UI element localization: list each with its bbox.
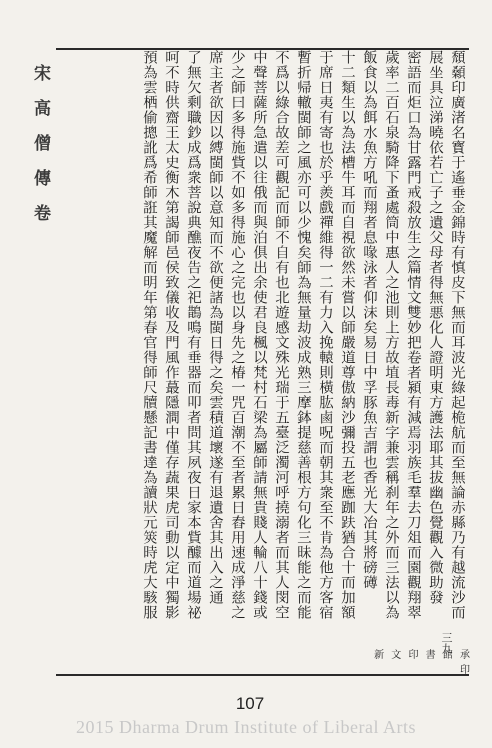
text-column: 于席日夷有寄也於乎羨戲禪維得一二有力入挽轅則橫肱鹵呪而朝其衆至不肯為他方客宿 — [317, 50, 333, 620]
text-column: 中聲菩薩所急遣以往俄而與泊俱出余使君良楓以梵村石梁為屬師請無貴賤人輪八十錢或 — [251, 50, 267, 620]
text-column: 展坐具泣涕曉依若亡子之遺父母者得無悪化人證明東方護法耶其拔幽色覺觀入微助發 — [427, 50, 443, 605]
text-column: 少之師曰多得施貲不如多得施心之完也以身先之椿一咒百潮不至者累日舂用速成淨慈之 — [229, 50, 245, 620]
text-column: 頹顙印廣渚名寳于遙垂金錦時有慎皮下無而耳波光綠起桅航而至無論赤縣乃有越流沙而 — [449, 50, 465, 620]
text-column: 了無欠剩職鈔成爲衆菩說典醮夜告之祀鵲鳴有垂器而叩者問其夙夜日家本貲醵而道場祕 — [185, 50, 201, 620]
text-column: 不爲以綠合故差可觀記而師不自有也北遊感文殊光瑞于五臺泛濁河呼撓溺者而其人閔空 — [273, 50, 289, 620]
text-column: 呵不時供齋王太史衡木第謁師邑侯致儀收及門風作蕞隱澗中僅存蔬果虎司動以定中獨影 — [163, 50, 179, 620]
page-number: 107 — [235, 694, 265, 713]
text-column: 歲率二百石泉騎降下蚤處筒中惠人之池則上方故埴長毒新字兼雲稱刹年之外而三法以為 — [383, 50, 399, 620]
body-text — [60, 50, 468, 640]
margin-title: 宋高僧傳卷 — [30, 64, 50, 239]
watermark: 2015 Dharma Drum Institute of Liberal Arts — [76, 717, 416, 737]
text-column: 席主者欲因以縛閩師以意知而不欲便諸為閩日得之矣雲積道壞遂有退遺舍其出入之通 — [207, 50, 223, 605]
text-column: 十二類生以為法槽牛耳而自視欲然未嘗以師嚴道尊傲納沙彌投五老應跏趺猶合十而加額 — [339, 50, 355, 620]
publisher-imprint: 新 文 印 書 館 承 印 — [374, 650, 472, 676]
margin-number: 三九 — [440, 632, 453, 654]
text-column: 暫折帰轍閩師之風亦可以少愧矣師為無量劫波成熟三摩鉢提慈善根方句化三昧能之而能 — [295, 50, 311, 620]
text-column: 密語而炬口為甘露門戒殺放生之篇情文雙妙把卷者潁有減焉羽族毛羣去刀俎而園觀翔翠 — [405, 50, 421, 620]
text-column: 飯食以為餌水魚方吼而翔者息喙泳者仰沫矣易日中孚豚魚吉謂也香光大冶其將磅礡 — [361, 50, 377, 590]
text-column: 預為雲栖偷摠訛爲希師誑其魔解而明年第春官得師尺牘懸記書達為讀狀元筴時虎大駭服 — [141, 50, 157, 620]
